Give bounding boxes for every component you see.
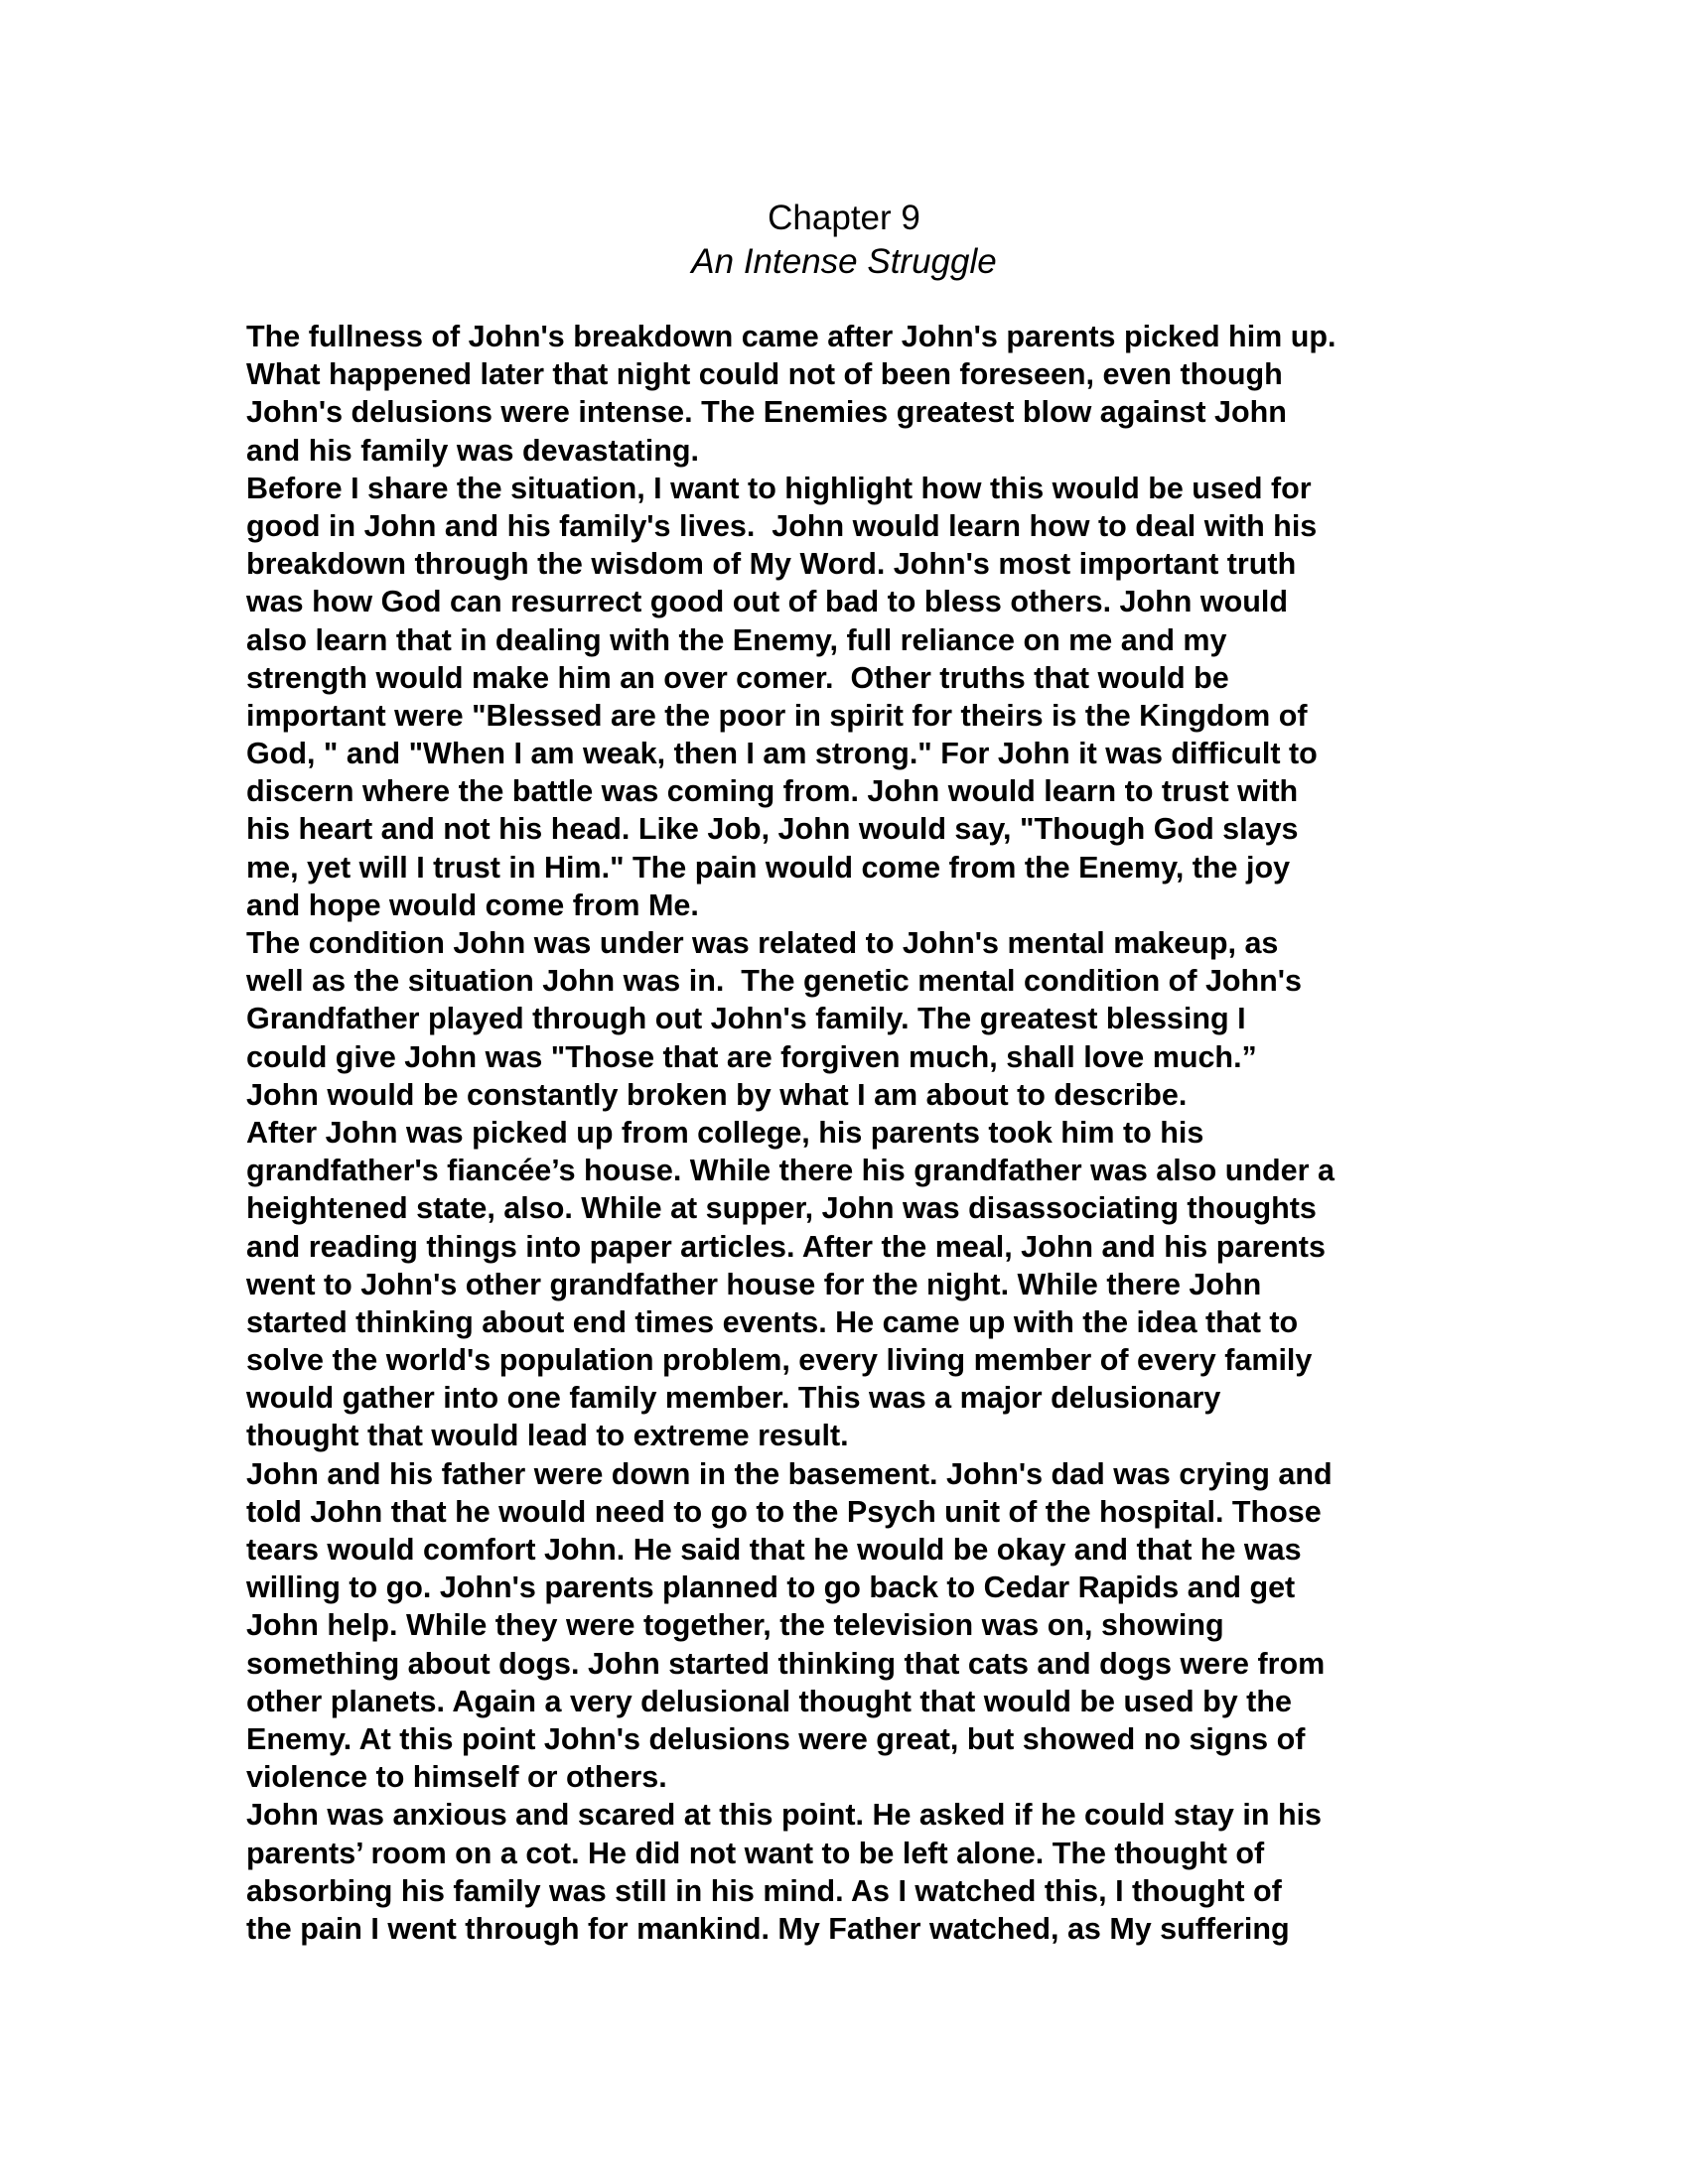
body-text-line: parents’ room on a cot. He did not want to be left alone. The thought of bbox=[246, 1836, 1265, 1870]
body-text-line: the pain I went through for mankind. My Father watched, as My suffering bbox=[246, 1911, 1290, 1946]
body-text-line: John and his father were down in the basement. John's dad was crying and bbox=[246, 1456, 1333, 1491]
body-text-line: grandfather's fiancée’s house. While there his grandfather was also under a bbox=[246, 1154, 1335, 1188]
body-text-line: breakdown through the wisdom of My Word. John's most important truth bbox=[246, 547, 1297, 582]
body-text-line: started thinking about end times events. He came up with the idea that to bbox=[246, 1304, 1299, 1339]
body-text-line: Before I share the situation, I want to highlight how this would be used for bbox=[246, 471, 1312, 505]
body-text-line: John would be constantly broken by what I am about to describe. bbox=[246, 1077, 1188, 1112]
body-text-line: and his family was devastating. bbox=[246, 433, 699, 468]
body-text-line: thought that would lead to extreme result. bbox=[246, 1419, 849, 1453]
body-text-line: Grandfather played through out John's family. The greatest blessing I bbox=[246, 1002, 1246, 1036]
body-text-line: Enemy. At this point John's delusions were great, but showed no signs of bbox=[246, 1721, 1306, 1756]
body-text-line: could give John was "Those that are forgiven much, shall love much.” bbox=[246, 1039, 1257, 1074]
body-text-line: After John was picked up from college, his parents took him to his bbox=[246, 1115, 1204, 1150]
body-text-line: important were "Blessed are the poor in spirit for theirs is the Kingdom of bbox=[246, 698, 1308, 733]
chapter-heading bbox=[0, 197, 1688, 284]
body-text-line: was how God can resurrect good out of bad to bless others. John would bbox=[246, 585, 1288, 619]
body-text-line: discern where the battle was coming from. John would learn to trust with bbox=[246, 774, 1299, 809]
body-text-line: The condition John was under was related to John's mental makeup, as bbox=[246, 926, 1279, 960]
body-text-line: John was anxious and scared at this point. He asked if he could stay in his bbox=[246, 1798, 1323, 1833]
body-text-line: God, " and "When I am weak, then I am strong." For John it was difficult to bbox=[246, 737, 1318, 771]
body-text-line: solve the world's population problem, every living member of every family bbox=[246, 1343, 1313, 1378]
body-text-line: told John that he would need to go to the Psych unit of the hospital. Those bbox=[246, 1494, 1322, 1529]
body-text-line: went to John's other grandfather house for the night. While there John bbox=[246, 1267, 1262, 1301]
body-text-line: violence to himself or others. bbox=[246, 1760, 667, 1795]
body-text-line: tears would comfort John. He said that he would be okay and that he was bbox=[246, 1533, 1302, 1567]
body-text-line: John help. While they were together, the television was on, showing bbox=[246, 1608, 1224, 1643]
body-text-line: and reading things into paper articles. After the meal, John and his parents bbox=[246, 1229, 1326, 1264]
body-text-line: willing to go. John's parents planned to go back to Cedar Rapids and get bbox=[246, 1570, 1296, 1605]
body-text-line: absorbing his family was still in his mind. As I watched this, I thought of bbox=[246, 1873, 1282, 1908]
body-text-line: John's delusions were intense. The Enemies greatest blow against John bbox=[246, 395, 1287, 430]
body-text-line: other planets. Again a very delusional thought that would be used by the bbox=[246, 1684, 1292, 1718]
chapter-title: An Intense Struggle bbox=[691, 242, 997, 281]
body-text-line: his heart and not his head. Like Job, John would say, "Though God slays bbox=[246, 812, 1299, 847]
chapter-number: Chapter 9 bbox=[768, 199, 920, 237]
body-text-line: heightened state, also. While at supper, John was disassociating thoughts bbox=[246, 1191, 1317, 1226]
body-text-line: good in John and his family's lives. John would learn how to deal with his bbox=[246, 508, 1318, 543]
body-text-line: would gather into one family member. This was a major delusionary bbox=[246, 1381, 1221, 1416]
body-text-line: What happened later that night could not of been foreseen, even though bbox=[246, 357, 1283, 392]
body-text-line: also learn that in dealing with the Enemy, full reliance on me and my bbox=[246, 622, 1227, 657]
chapter-body-text bbox=[246, 318, 1468, 1948]
body-text-line: strength would make him an over comer. Other truths that would be bbox=[246, 660, 1229, 695]
body-text-line: something about dogs. John started thinking that cats and dogs were from bbox=[246, 1646, 1326, 1681]
body-text-line: me, yet will I trust in Him." The pain would come from the Enemy, the joy bbox=[246, 850, 1291, 885]
body-text-line: and hope would come from Me. bbox=[246, 887, 699, 922]
body-text-line: The fullness of John's breakdown came after John's parents picked him up. bbox=[246, 320, 1336, 353]
body-text-line: well as the situation John was in. The genetic mental condition of John's bbox=[246, 964, 1303, 999]
